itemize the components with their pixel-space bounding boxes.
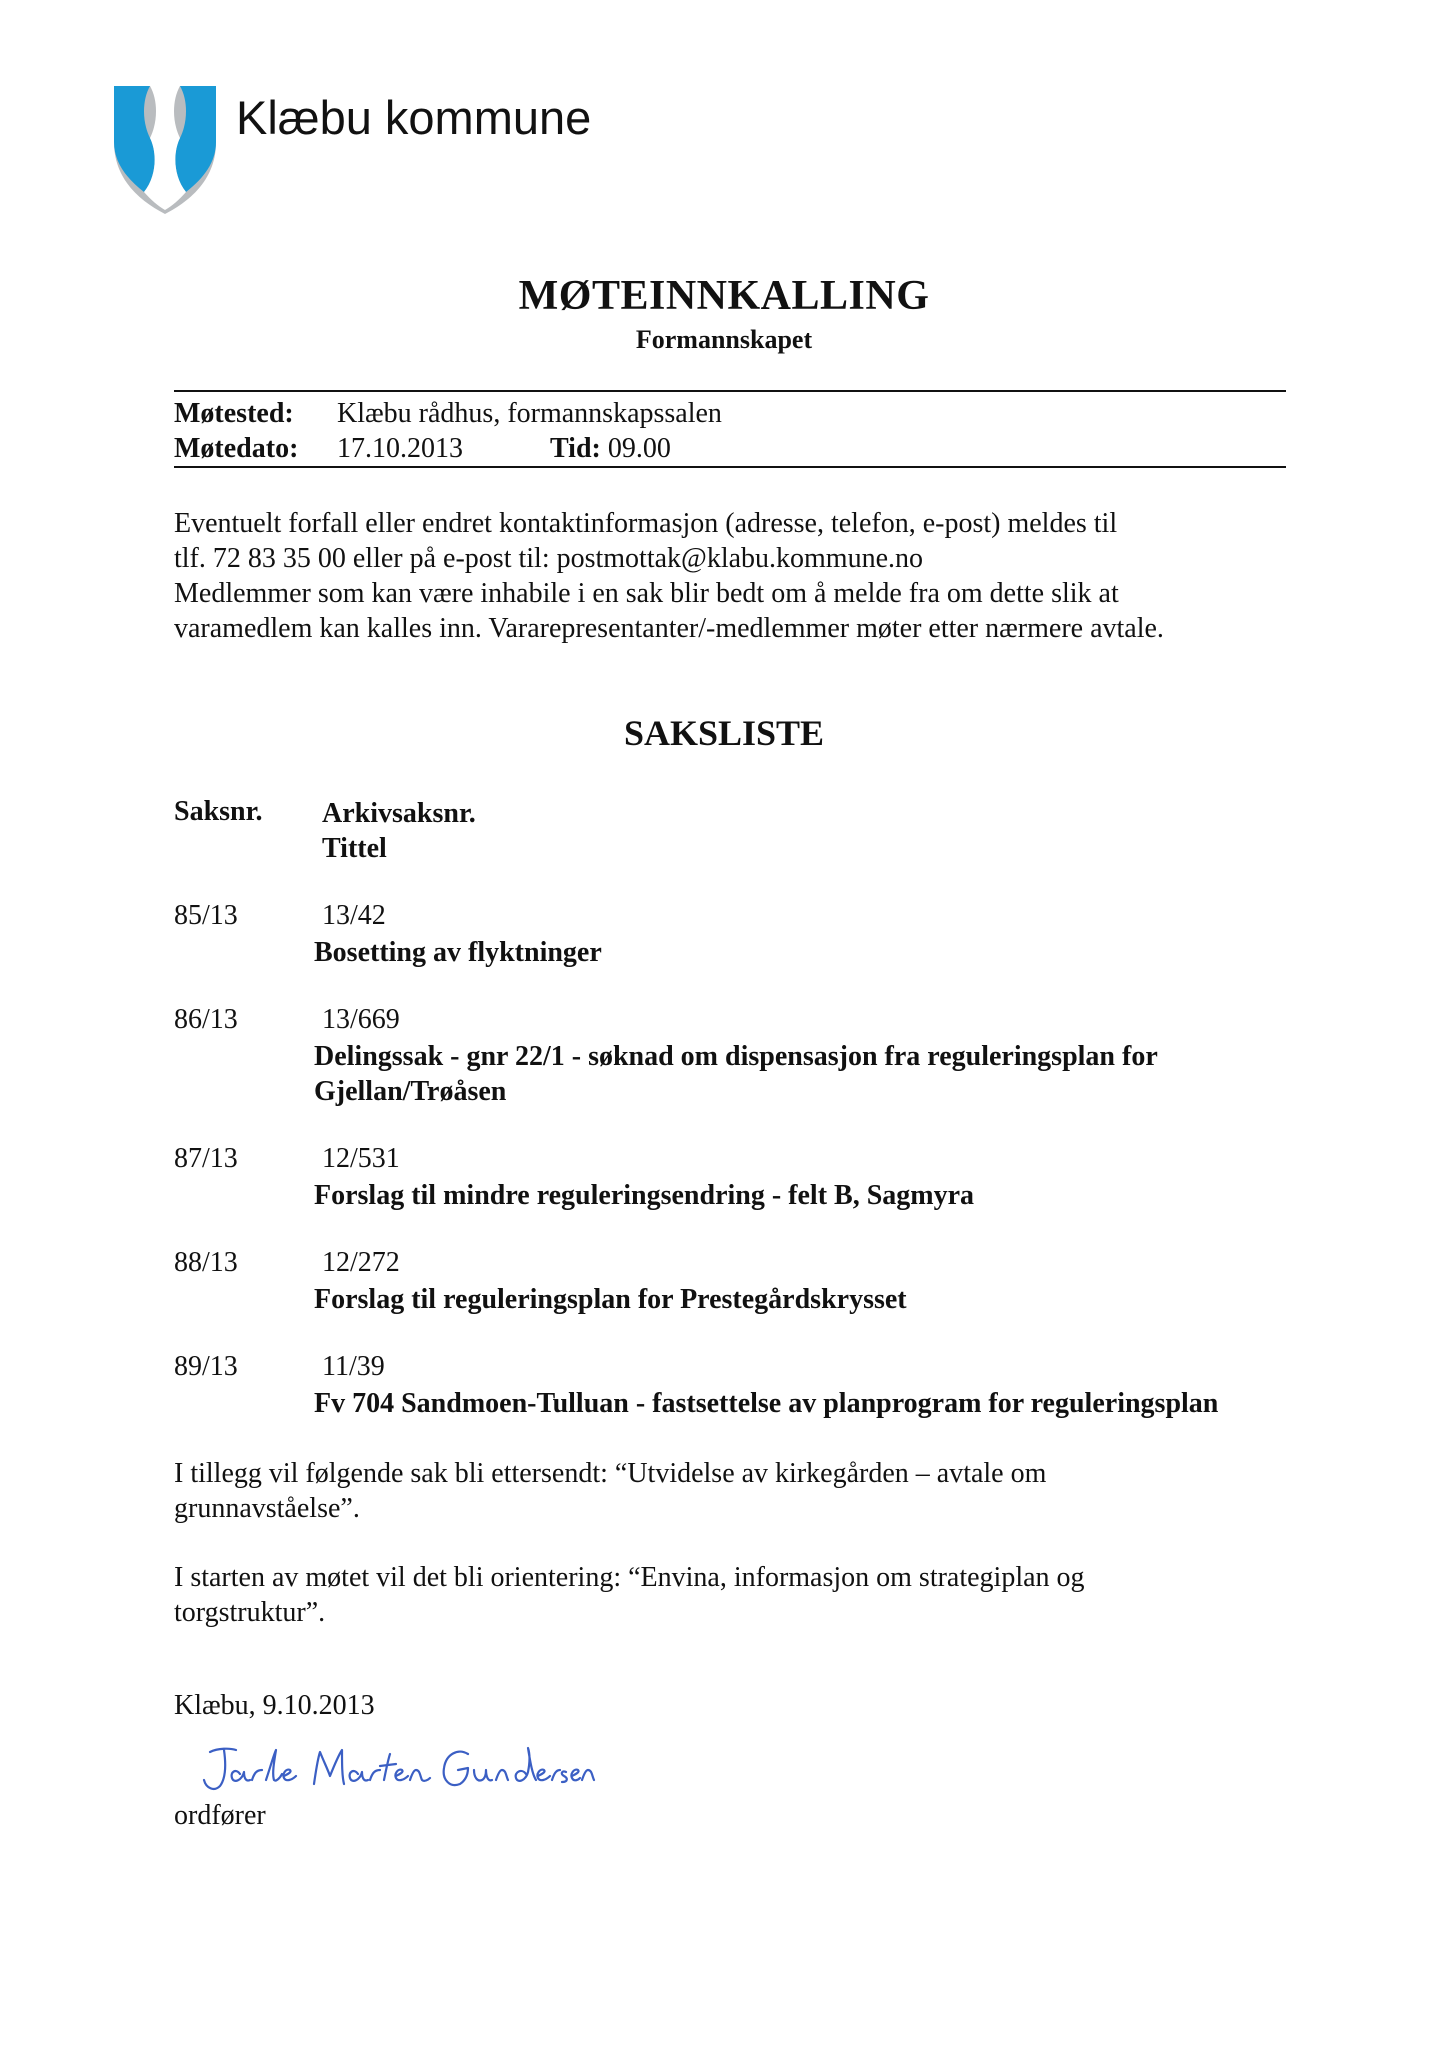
case-title-line: Fv 704 Sandmoen-Tulluan - fastsettelse av planprogram for reguleringsplan: [314, 1388, 1219, 1419]
meeting-time-value: 09.00: [607, 433, 671, 464]
meeting-time-label: Tid:: [550, 433, 601, 464]
case-number: 85/13: [174, 900, 238, 931]
case-title: [314, 1282, 1314, 1317]
municipality-logo-icon: [112, 86, 218, 214]
case-title-line: Forslag til mindre reguleringsendring - felt B, Sagmyra: [314, 1180, 975, 1211]
meeting-place-value: Klæbu rådhus, formannskapssalen: [337, 398, 722, 429]
case-number: 86/13: [174, 1004, 238, 1035]
info-line: Medlemmer som kan være inhabile i en sak blir bedt om å melde fra om dette slik at: [174, 578, 1119, 609]
meeting-date-row: [174, 433, 671, 465]
note-ettersendt: [174, 1456, 1286, 1526]
note-line: I tillegg vil følgende sak bli ettersendt: “Utvidelse av kirkegården – avtale om: [174, 1458, 1047, 1489]
meeting-place-row: [174, 398, 722, 430]
saksliste-heading: SAKSLISTE: [623, 713, 825, 753]
signer-title: ordfører: [174, 1800, 266, 1831]
document-title: MØTEINNKALLING: [518, 273, 930, 319]
note-orientering: [174, 1560, 1286, 1630]
place-and-date: Klæbu, 9.10.2013: [174, 1690, 375, 1721]
case-title: [314, 1039, 1314, 1109]
organization-name: Klæbu kommune: [236, 91, 592, 144]
case-archive-number: 13/42: [322, 900, 386, 931]
case-number: 87/13: [174, 1143, 238, 1174]
note-line: torgstruktur”.: [174, 1597, 326, 1628]
column-header-saksnr: Saksnr.: [174, 796, 263, 827]
info-paragraph: [174, 506, 1286, 646]
column-header-arkiv-tittel: [322, 796, 476, 866]
bottom-rule: [174, 466, 1286, 468]
info-line: varamedlem kan kalles inn. Vararepresentanter/-medlemmer møter etter nærmere avtale.: [174, 613, 1164, 644]
case-archive-number: 12/272: [322, 1247, 400, 1278]
case-title: [314, 1386, 1314, 1421]
case-title-line: Delingssak - gnr 22/1 - søknad om dispensasjon fra reguleringsplan for: [314, 1041, 1158, 1072]
info-line: tlf. 72 83 35 00 eller på e-post til: postmottak@klabu.kommune.no: [174, 543, 924, 574]
handwritten-signature: [196, 1740, 596, 1800]
column-header-arkiv: Arkivsaksnr.: [322, 798, 476, 829]
meeting-date-label: Møtedato:: [174, 433, 299, 464]
case-title-line: Gjellan/Trøåsen: [314, 1076, 507, 1107]
column-header-tittel: Tittel: [322, 833, 387, 864]
case-title: [314, 1178, 1314, 1213]
note-line: grunnavståelse”.: [174, 1493, 360, 1524]
note-line: I starten av møtet vil det bli orientering: “Envina, informasjon om strategiplan og: [174, 1562, 1085, 1593]
meeting-place-label: Møtested:: [174, 398, 294, 429]
case-title-line: Forslag til reguleringsplan for Prestegårdskrysset: [314, 1284, 907, 1315]
document-subtitle: Formannskapet: [635, 325, 813, 354]
top-rule: [174, 390, 1286, 392]
meeting-date-value: 17.10.2013: [337, 433, 463, 464]
case-title: [314, 935, 1314, 970]
case-archive-number: 13/669: [322, 1004, 400, 1035]
case-archive-number: 11/39: [322, 1351, 385, 1382]
info-line: Eventuelt forfall eller endret kontaktinformasjon (adresse, telefon, e-post) meldes til: [174, 508, 1118, 539]
case-title-line: Bosetting av flyktninger: [314, 937, 602, 968]
case-number: 89/13: [174, 1351, 238, 1382]
case-number: 88/13: [174, 1247, 238, 1278]
case-archive-number: 12/531: [322, 1143, 400, 1174]
